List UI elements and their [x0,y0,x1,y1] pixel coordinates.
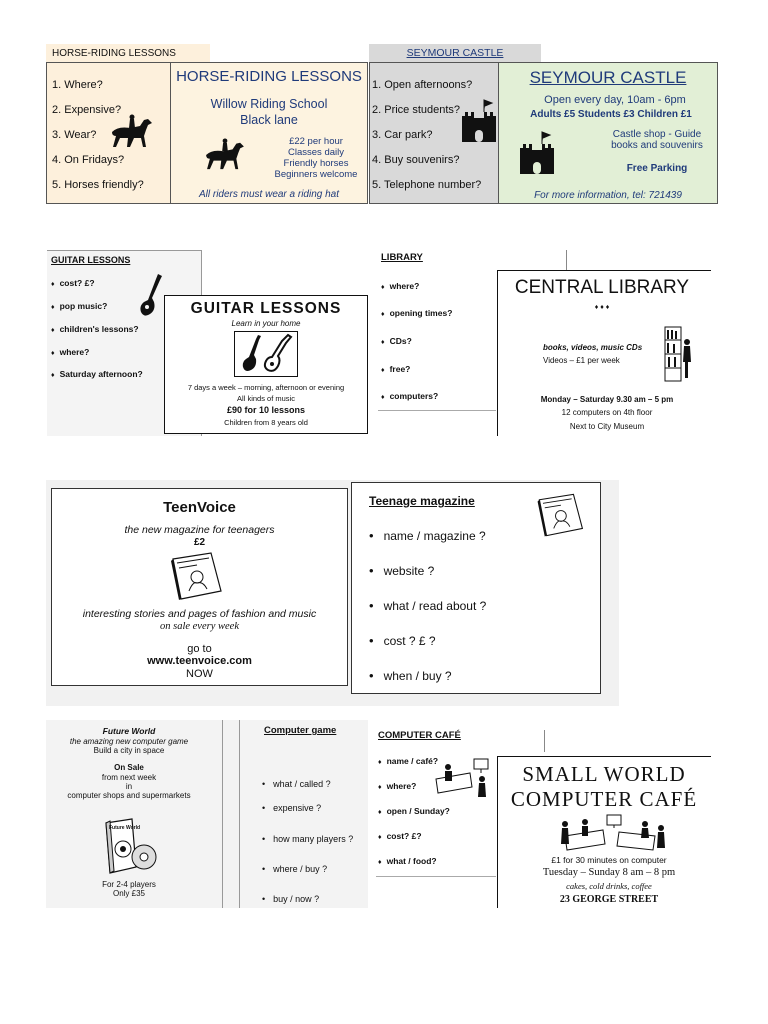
cafe-title-line-1: SMALL WORLD [522,762,686,786]
futureworld-box-label: Future World [109,825,141,831]
castle-ad-title: SEYMOUR CASTLE [529,68,687,87]
game-prompt-title: Computer game [264,725,337,736]
horse-ad-title: HORSE-RIDING LESSONS [176,68,362,85]
library-location: Next to City Museum [569,422,645,431]
futureworld-divider-2 [239,720,240,908]
cafe-hours: Tuesday – Sunday 8 am – 8 pm [542,867,676,878]
cafe-prompt-vline [544,730,545,752]
castle-question-2: 2. Price students? [372,104,461,116]
teenvoice-goto: go to [187,643,212,655]
cafe-question-3: ♦ open / Sunday? [378,806,450,816]
horse-rider-ad-icon [202,138,248,172]
guitar-detail-1: 7 days a week – morning, afternoon or evening [187,383,345,392]
cafe-question-1: ♦ name / café? [378,756,438,766]
teen-question-5: • when / buy ? [369,668,452,683]
horse-question-1: 1. Where? [52,79,103,91]
guitar-question-2: ♦ pop music? [51,301,107,311]
library-ad-title: CENTRAL LIBRARY [514,277,690,298]
futureworld-sale-line-1: from next week [101,773,157,782]
guitar-prompt-title: GUITAR LESSONS [51,255,131,265]
library-question-3: ♦ CDs? [381,336,412,346]
cafe-prompt-divider [376,876,496,877]
game-question-5: • buy / now ? [262,894,319,904]
teenvoice-on-sale: on sale every week [159,621,239,632]
teen-question-1: • name / magazine ? [369,528,486,543]
teen-question-4: • cost ? £ ? [369,633,436,648]
horse-rider-icon [108,114,156,150]
horse-question-2: 2. Expensive? [52,104,122,116]
library-ornament: ♦ ♦ ♦ [594,304,610,311]
futureworld-title: Future World [102,726,156,736]
library-question-4: ♦ free? [381,364,410,374]
library-question-1: ♦ where? [381,281,419,291]
castle-question-3: 3. Car park? [372,129,433,141]
castle-ad-icon [518,130,556,174]
library-videos: Videos – £1 per week [543,356,620,365]
magazine-icon [167,551,225,601]
futureworld-divider-1 [222,720,223,908]
teen-question-2: • website ? [369,563,434,578]
futureworld-subtitle: Build a city in space [93,746,165,755]
game-question-1: • what / called ? [262,779,331,789]
guitar-ad-title: GUITAR LESSONS [190,300,342,317]
castle-icon [460,98,498,142]
teenvoice-stories: interesting stories and pages of fashion and music [82,608,317,620]
horse-question-5: 5. Horses friendly? [52,179,144,191]
library-prompt-divider [378,410,496,411]
horse-question-3: 3. Wear? [52,129,97,141]
guitar-question-4: ♦ where? [51,347,89,357]
cafe-address: 23 GEORGE STREET [559,894,659,905]
teen-question-3: • what / read about ? [369,598,486,613]
horse-ad-footer: All riders must wear a riding hat [198,189,340,200]
castle-question-5: 5. Telephone number? [372,179,482,191]
guitar-question-3: ♦ children's lessons? [51,324,139,334]
teen-magazine-icon [534,492,586,538]
cafe-question-5: ♦ what / food? [378,856,437,866]
teenvoice-now: NOW [186,668,213,680]
horse-question-4: 4. On Fridays? [52,154,125,166]
teenvoice-title: TeenVoice [163,499,236,516]
castle-hours: Open every day, 10am - 6pm [544,94,686,106]
library-question-5: ♦ computers? [381,391,438,401]
castle-ad-footer: For more information, tel: 721439 [534,190,682,201]
castle-question-4: 4. Buy souvenirs? [372,154,460,166]
library-computers: 12 computers on 4th floor [561,408,653,417]
cafe-title-line-2: COMPUTER CAFÉ [510,787,698,811]
computer-desk-icon [557,814,667,854]
castle-prompt-title: SEYMOUR CASTLE [406,47,504,59]
cafe-computer-icon [430,757,492,799]
electric-guitar-icon [138,272,164,318]
guitar-icon [234,331,298,377]
cafe-price: £1 for 30 minutes on computer [551,855,667,865]
horse-detail-2: Classes daily [288,147,344,158]
guitar-question-1: ♦ cost? £? [51,278,95,288]
castle-parking: Free Parking [626,163,688,174]
guitar-age: Children from 8 years old [224,418,308,427]
cafe-question-2: ♦ where? [378,781,416,791]
library-prompt-vline [566,250,567,270]
teenvoice-price: £2 [193,537,206,548]
library-question-2: ♦ opening times? [381,308,452,318]
guitar-price: £90 for 10 lessons [226,405,306,415]
futureworld-sale-line-2: in [125,782,133,791]
guitar-question-5: ♦ Saturday afternoon? [51,369,143,379]
horse-address: Black lane [240,113,298,127]
library-items: books, videos, music CDs [543,343,643,352]
library-prompt-title: LIBRARY [381,252,423,263]
game-question-4: • where / buy ? [262,864,327,874]
futureworld-on-sale: On Sale [114,763,144,772]
horse-prompt-title: HORSE-RIDING LESSONS [52,48,176,59]
cafe-prompt-title: COMPUTER CAFÉ [378,730,461,741]
cafe-food: cakes, cold drinks, coffee [566,881,652,891]
library-hours: Monday – Saturday 9.30 am – 5 pm [540,395,674,404]
castle-shop-line-2: books and souvenirs [611,140,703,151]
guitar-tagline: Learn in your home [231,319,301,328]
teen-prompt-title: Teenage magazine [369,494,475,508]
castle-question-1: 1. Open afternoons? [372,79,473,91]
guitar-detail-2: All kinds of music [237,394,295,403]
horse-detail-1: £22 per hour [289,136,343,147]
teenvoice-tagline: the new magazine for teenagers [124,524,275,536]
cafe-question-4: ♦ cost? £? [378,831,422,841]
teenvoice-website: www.teenvoice.com [147,655,252,667]
horse-detail-4: Beginners welcome [274,169,358,180]
futureworld-tagline: the amazing new computer game [69,737,189,746]
bookshelf-icon [664,326,692,382]
game-question-2: • expensive ? [262,803,321,813]
castle-prices: Adults £5 Students £3 Children £1 [530,109,692,120]
castle-shop-line-1: Castle shop - Guide [612,129,702,140]
horse-detail-3: Friendly horses [283,158,349,169]
futureworld-players: For 2-4 players [102,880,156,889]
horse-school-name: Willow Riding School [210,97,328,111]
game-question-3: • how many players ? [262,834,353,844]
futureworld-price: Only £35 [112,889,146,898]
futureworld-sale-line-3: computer shops and supermarkets [67,791,191,800]
